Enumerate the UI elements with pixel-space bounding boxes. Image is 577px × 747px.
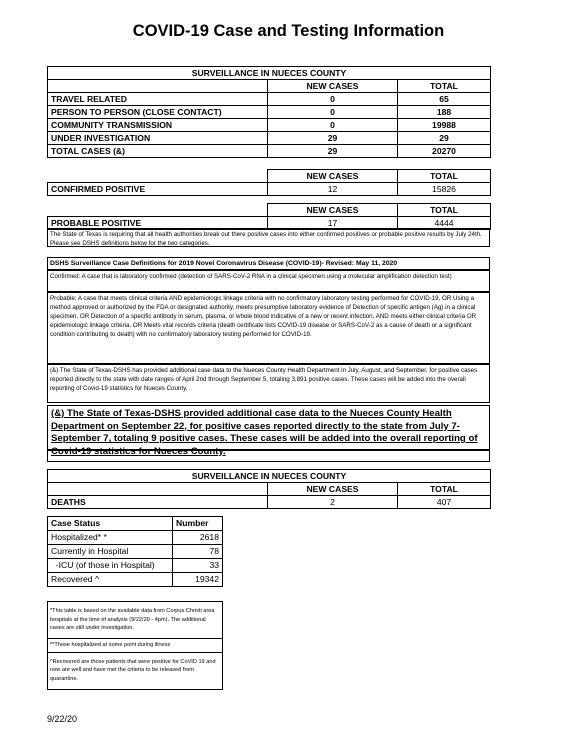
table-row: Recovered ^ 19342 (48, 573, 223, 587)
surveillance-header: SURVEILLANCE IN NUECES COUNTY (48, 67, 491, 80)
confirmed-definition: Confirmed: A case that is laboratory confirmed (detection of SARS-CoV-2 RNA in a clinical specimen using a molecular amplification detection test) (47, 270, 490, 292)
table-row: CONFIRMED POSITIVE 12 15826 (48, 183, 491, 196)
probable-definition: Probable: A case that meets clinical criteria AND epidemiologic linkage criteria with no confirmatory laboratory testing performed for COVID-19, OR Using a method approved or authorized by the FDA or designated authority, meets presumptive laboratory evidence of Detection of specific antigen (Ag) in a clinical specimen, OR Detection of a specific antibody in serum, plasma, or whole blood indicative of a new or recent infection, AND meets either clinical criteria OR epidemiologic linkage criteria. OR Meets vital records criteria (death certificate lists COVID-19 disease or SARS-CoV-2 as a cause of death or a significant condition contributing to death) with no confirmatory laboratory testing performed for COVID-19. (47, 292, 490, 364)
table-row: PERSON TO PERSON (CLOSE CONTACT) 0 188 (48, 106, 491, 119)
deaths-table: SURVEILLANCE IN NUECES COUNTY NEW CASES TOTAL DEATHS 2 407 (47, 469, 491, 509)
probable-table: NEW CASES TOTAL PROBABLE POSITIVE 17 4444 (47, 203, 491, 230)
report-date: 9/22/20 (47, 714, 78, 724)
table-row: Currently in Hospital 78 (48, 545, 223, 559)
table-row: TOTAL CASES (&) 29 20270 (48, 145, 491, 158)
table-row: Hospitalized* * 2618 (48, 531, 223, 545)
col-new-cases: NEW CASES (268, 80, 398, 93)
confirmed-table: NEW CASES TOTAL CONFIRMED POSITIVE 12 15826 (47, 169, 491, 196)
deaths-header: SURVEILLANCE IN NUECES COUNTY (48, 470, 491, 483)
table-row: COMMUNITY TRANSMISSION 0 19988 (48, 119, 491, 132)
additional-data-note: (&) The State of Texas-DSHS has provided additional case data to the Nueces County Health Department in July, August, and September, for positive cases reported directly to the state with date ranges of April 2nd through September 5, totaling 3,891 positive cases. These cases will be added into the overall reporting of Covid-19 statistics for Nueces County. (47, 364, 490, 403)
col-number: Number (173, 517, 223, 531)
page-title: COVID-19 Case and Testing Information (132, 22, 445, 40)
definitions-heading: DSHS Surveillance Case Definitions for 2019 Novel Coronavirus Disease (COVID-19)- Revised: May 11, 2020 (47, 257, 490, 270)
table-row: TRAVEL RELATED 0 65 (48, 93, 491, 106)
col-total: TOTAL (398, 80, 491, 93)
blank-row (47, 450, 490, 462)
col-case-status: Case Status (48, 517, 173, 531)
table-row: UNDER INVESTIGATION 29 29 (48, 132, 491, 145)
table-row: DEATHS 2 407 (48, 496, 491, 509)
case-status-table (47, 516, 223, 587)
bold-notice: (&) The State of Texas-DSHS provided additional case data to the Nueces County Health Department on September 22, for positive cases reported directly to the state from July 7- September 7, totaling 9 positive cases. These cases will be added into the overall reporting of Covid-19 statistics for Nueces County. (47, 405, 490, 450)
table-row: PROBABLE POSITIVE 17 4444 (48, 217, 491, 230)
probable-note: The State of Texas is requiring that all health authorities break out there positive cases into either confirmed positives or probable positive results by July 24th. Please see DSHS definitions below for the two categories. (47, 228, 490, 247)
table-row: -ICU (of those in Hospital) 33 (48, 559, 223, 573)
case-status-notes (47, 601, 223, 690)
surveillance-table (47, 66, 491, 158)
hospital-data-note: *This table is based on the available data from Corpus Christi area hospitals at the time of analysis (9/22/20 - 4pm). The additional cases are still under investigation. (48, 602, 223, 639)
recovered-note: ^Recovered are those patients that were positive for CoVID 19 and now are well and have met the criteria to be released from quarantine. (48, 652, 223, 689)
hospitalized-note: **Those hospitalized at some point during illness (48, 639, 223, 653)
